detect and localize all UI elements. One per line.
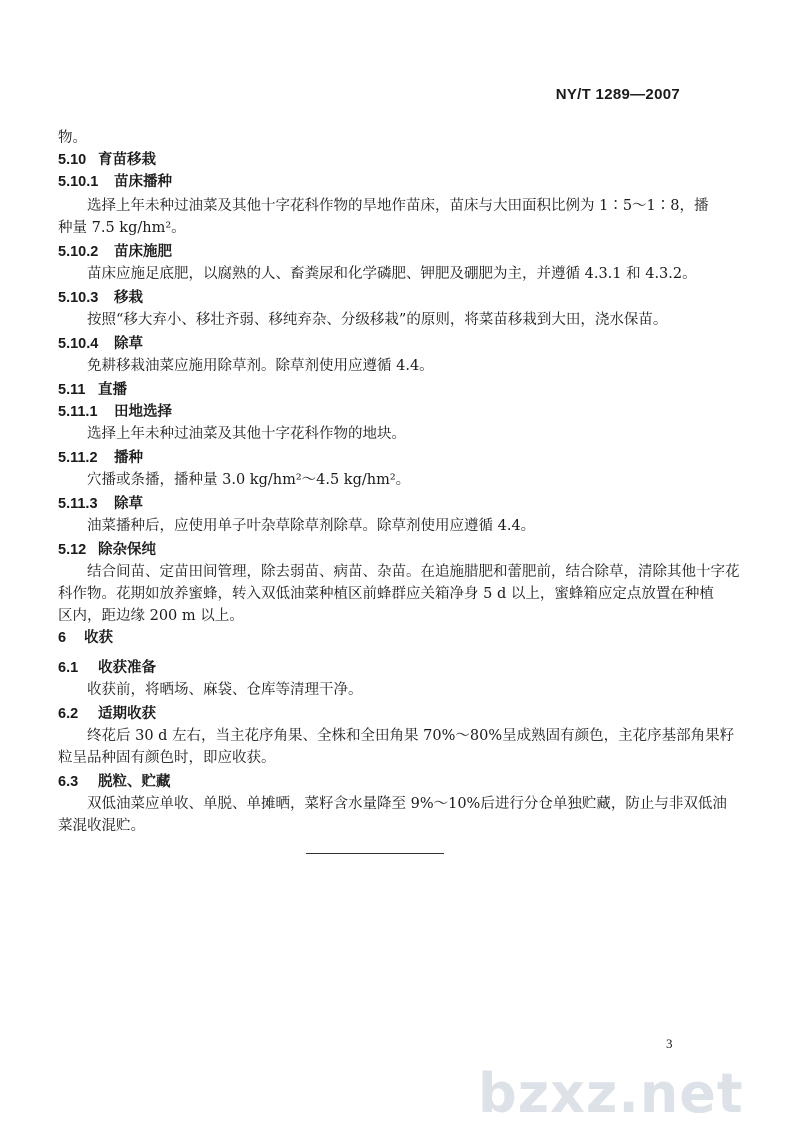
section-heading [58,538,156,559]
paragraph-line: 科作物。花期如放养蜜蜂，转入双低油菜种植区前蜂群应关箱净身 5 d 以上，蜜蜂箱应定点放置在种植 [58,586,714,602]
section-title: 收获 [84,629,113,646]
section-title: 适期收获 [98,705,156,722]
paragraph-line: 终花后 30 d 左右，当主花序角果、全株和全田角果 70%～80%呈成熟固有颜色，主花序基部角果籽 [87,728,735,744]
page-number: 3 [666,1036,673,1051]
section-number: 5.10.4 [58,336,99,352]
section-heading [58,770,171,791]
section-heading [58,332,143,353]
section-number: 5.10 [58,152,87,168]
paragraph-line: 物。 [58,130,87,146]
section-title: 除草 [114,335,143,352]
section-number: 5.11 [58,382,86,398]
section-title: 脱粒、贮藏 [98,773,171,790]
paragraph-line: 种量 7.5 kg/hm²。 [58,220,186,236]
section-number: 6.1 [58,660,79,676]
paragraph-line: 免耕移栽油菜应施用除草剂。除草剂使用应遵循 4.4。 [87,358,434,374]
section-number: 5.10.2 [58,244,99,260]
section-heading [58,702,156,723]
doc-code: NY/T 1289—2007 [555,86,680,103]
section-number: 5.11.2 [58,450,98,466]
section-heading [58,492,143,513]
section-heading [58,240,172,261]
section-title: 除杂保纯 [98,541,156,558]
section-title: 苗床播种 [114,173,172,190]
section-title: 育苗移栽 [98,151,156,168]
paragraph-line: 苗床应施足底肥，以腐熟的人、畜粪尿和化学磷肥、钾肥及硼肥为主，并遵循 4.3.1 和 4.3.2。 [87,266,697,282]
section-title: 收获准备 [98,659,156,676]
section-heading [58,446,143,467]
paragraph-line: 油菜播种后，应使用单子叶杂草除草剂除草。除草剂使用应遵循 4.4。 [87,518,536,534]
paragraph-line: 穴播或条播，播种量 3.0 kg/hm²～4.5 kg/hm²。 [87,472,411,488]
paragraph-line: 粒呈品种固有颜色时，即应收获。 [58,750,276,766]
watermark-logo: bzxz.net [478,1062,744,1125]
paragraph-line: 选择上年未种过油菜及其他十字花科作物的旱地作苗床，苗床与大田面积比例为 1∶5～1∶8，播 [87,198,709,214]
section-heading [58,148,156,169]
section-title: 除草 [114,495,143,512]
section-number: 5.11.1 [58,404,98,420]
section-title: 移栽 [114,289,143,306]
section-heading [58,656,156,677]
section-title: 苗床施肥 [114,243,172,260]
section-number: 5.12 [58,542,87,558]
paragraph-line: 按照“移大弃小、移壮齐弱、移纯弃杂、分级移栽”的原则，将菜苗移栽到大田，浇水保苗。 [87,312,668,328]
section-number: 6 [58,630,67,646]
section-title: 田地选择 [114,403,172,420]
paragraph-line: 收获前，将晒场、麻袋、仓库等清理干净。 [87,682,363,698]
paragraph-line: 菜混收混贮。 [58,818,145,834]
section-heading [58,378,127,399]
paragraph-line: 结合间苗、定苗田间管理，除去弱苗、病苗、杂苗。在追施腊肥和蕾肥前，结合除草，清除其他十字花 [87,564,740,580]
section-number: 5.11.3 [58,496,98,512]
paragraph-line: 选择上年未种过油菜及其他十字花科作物的地块。 [87,426,406,442]
section-number: 5.10.1 [58,174,99,190]
section-title: 播种 [114,449,143,466]
section-title: 直播 [98,381,127,398]
section-heading [58,286,143,307]
section-number: 6.2 [58,706,79,722]
paragraph-line: 区内，距边缘 200 m 以上。 [58,608,244,624]
section-heading [58,400,172,421]
section-heading [58,626,113,647]
section-number: 5.10.3 [58,290,99,306]
paragraph-line: 双低油菜应单收、单脱、单摊晒，菜籽含水量降至 9%～10%后进行分仓单独贮藏，防止与非双低油 [87,796,727,812]
section-heading [58,170,172,191]
end-rule [306,853,444,854]
section-number: 6.3 [58,774,79,790]
